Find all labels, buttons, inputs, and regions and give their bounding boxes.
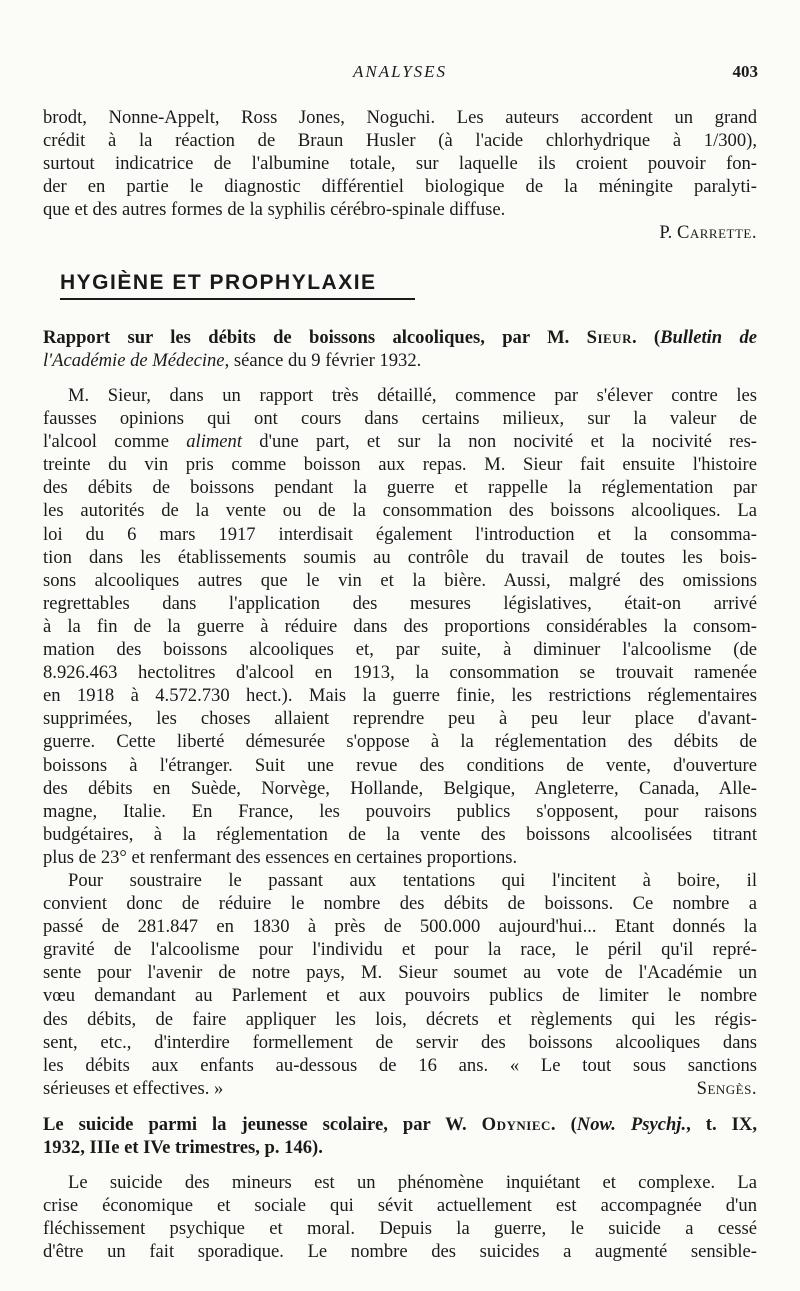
- heading-journal: l'Académie de Médecine: [43, 350, 225, 372]
- text-line: M. Sieur, dans un rapport très détaillé, commence par s'élever contre les: [68, 385, 757, 406]
- heading-text: , t. IX,: [686, 1114, 757, 1135]
- text-line: mation des boissons alcooliques et, par suite, à diminuer l'alcoolisme (de: [43, 639, 757, 661]
- heading-author: Odyniec: [481, 1114, 551, 1135]
- text-line: der en partie le diagnostic différentiel biologique de la méningite paralyti-: [43, 176, 757, 198]
- text-line: boissons à l'étranger. Suit une revue des conditions de vente, d'ouverture: [43, 754, 757, 776]
- heading-journal: Now. Psychj.: [576, 1114, 687, 1135]
- text-line: les débits aux enfants au-dessous de 16 ans. « Le tout sous sanctions: [43, 1054, 757, 1076]
- text-line: sente pour l'avenir de notre pays, M. Sieur soumet au vote de l'Académie un: [43, 962, 757, 984]
- text-line: budgétaires, à la réglementation de la vente des boissons alcoolisées titrant: [43, 823, 757, 845]
- heading-author: Sieur: [586, 327, 632, 348]
- signature: [43, 221, 757, 244]
- text-line: brodt, Nonne-Appelt, Ross Jones, Noguchi. Les auteurs accordent un grand: [43, 107, 757, 128]
- text-line: crédit à la réaction de Braun Husler (à l'acide chlorhydrique à 1/300),: [43, 130, 757, 152]
- text-segment: l'alcool comme: [43, 431, 169, 453]
- heading-text: . (: [550, 1114, 577, 1135]
- text-line: Pour soustraire le passant aux tentations qui l'incitent à boire, il: [68, 869, 757, 891]
- text-line: supprimées, les choses allaient reprendre peu à peu leur place d'avant-: [43, 708, 757, 730]
- article-heading-line2: 1932, IIIe et IVe trimestres, p. 146).: [43, 1137, 323, 1159]
- running-head-title: ANALYSES: [352, 62, 448, 81]
- text-line: magne, Italie. En France, les pouvoirs publics s'opposent, pour raisons: [43, 800, 757, 822]
- signature: Sengès.: [696, 1077, 757, 1099]
- text-line: treinte du vin pris comme boisson aux repas. M. Sieur fait ensuite l'histoire: [43, 454, 757, 476]
- text-line: [43, 1077, 757, 1100]
- text-line: crise économique et sociale qui sévit actuellement est accompagnée d'un: [43, 1195, 757, 1217]
- text-line: fléchissement psychique et moral. Depuis la guerre, le suicide a cessé: [43, 1218, 757, 1240]
- article-heading: [43, 326, 757, 349]
- page-number: 403: [732, 62, 758, 81]
- text-line: tion dans les établissements soumis au contrôle du travail de toutes les bois-: [43, 546, 757, 568]
- text-line: 8.926.463 hectolitres d'alcool en 1913, la consommation se trouvait ramenée: [43, 662, 757, 684]
- article-sieur-body: [43, 384, 757, 1100]
- signature-initial: P.: [659, 222, 673, 244]
- signature-name: Carrette.: [676, 222, 757, 244]
- heading-text: . (: [631, 327, 661, 348]
- text-line: plus de 23° et renfermant des essences en certaines proportions.: [43, 846, 518, 868]
- text-line: des débits, de faire appliquer les lois, décrets et règlements qui les régis-: [43, 1008, 757, 1030]
- text-line: d'être un fait sporadique. Le nombre des suicides a augmenté sensible-: [43, 1241, 757, 1263]
- text-line: Le suicide des mineurs est un phénomène inquiétant et complexe. La: [68, 1172, 757, 1193]
- text-line: surtout indicatrice de l'albumine totale, sur laquelle ils croient pouvoir fon-: [43, 153, 757, 175]
- previous-article-tail: [43, 106, 757, 245]
- text-emphasis: aliment: [186, 431, 243, 453]
- section-title: HYGIÈNE ET PROPHYLAXIE: [60, 270, 415, 300]
- article-odyniec: [43, 1113, 757, 1159]
- text-line: sons alcooliques autres que le vin et la bière. Aussi, malgré des omissions: [43, 569, 757, 591]
- text-line: des débits en Suède, Norvège, Hollande, Belgique, Angleterre, Canada, Alle-: [43, 777, 757, 799]
- text-line: que et des autres formes de la syphilis cérébro-spinale diffuse.: [43, 199, 506, 221]
- text-line: convient donc de réduire le nombre des débits de boissons. Ce nombre a: [43, 893, 757, 915]
- text-line: loi du 6 mars 1917 interdisait également l'introduction et la consomma-: [43, 523, 757, 545]
- text-line: des débits de boissons pendant la guerre et rappelle la réglementation par: [43, 477, 757, 499]
- text-line: regrettables dans l'application des mesures législatives, était-on arrivé: [43, 592, 757, 614]
- heading-text: Rapport sur les débits de boissons alcooliques, par M.: [43, 327, 587, 348]
- text-line: [43, 430, 757, 453]
- text-segment: d'une part, et sur la non nocivité et la nocivité res-: [259, 431, 757, 453]
- text-line: sent, etc., d'interdire formellement de servir des boissons alcooliques dans: [43, 1031, 757, 1053]
- text-line: vœu demandant au Parlement et aux pouvoirs publics de limiter le nombre: [43, 985, 757, 1007]
- article-odyniec-body: [43, 1171, 757, 1263]
- article-sieur: [43, 326, 757, 372]
- text-line: guerre. Cette liberté démesurée s'oppose à la réglementation des débits de: [43, 731, 757, 753]
- running-head: [0, 60, 800, 88]
- text-line: les autorités de la vente ou de la consommation des boissons alcooliques. La: [43, 500, 757, 522]
- text-line: passé de 281.847 en 1830 à près de 500.000 aujourd'hui... Etant donnés la: [43, 916, 757, 938]
- heading-text: Le suicide parmi la jeunesse scolaire, par W.: [43, 1114, 482, 1135]
- article-heading: [43, 1113, 757, 1136]
- text-segment: sérieuses et effectives. »: [43, 1077, 224, 1099]
- article-heading-line2: [43, 349, 757, 372]
- text-line: gravité de l'alcoolisme pour l'individu et pour la race, le péril qu'il repré-: [43, 939, 757, 961]
- text-line: fausses opinions qui ont cours dans certains milieux, sur la valeur de: [43, 408, 757, 430]
- text-line: à la fin de la guerre à réduire dans des proportions considérables la consom-: [43, 615, 757, 637]
- text-line: en 1918 à 4.572.730 hect.). Mais la guerre finie, les restrictions réglementaires: [43, 685, 757, 707]
- heading-journal: Bulletin de: [660, 327, 757, 348]
- heading-session: , séance du 9 février 1932.: [224, 350, 422, 372]
